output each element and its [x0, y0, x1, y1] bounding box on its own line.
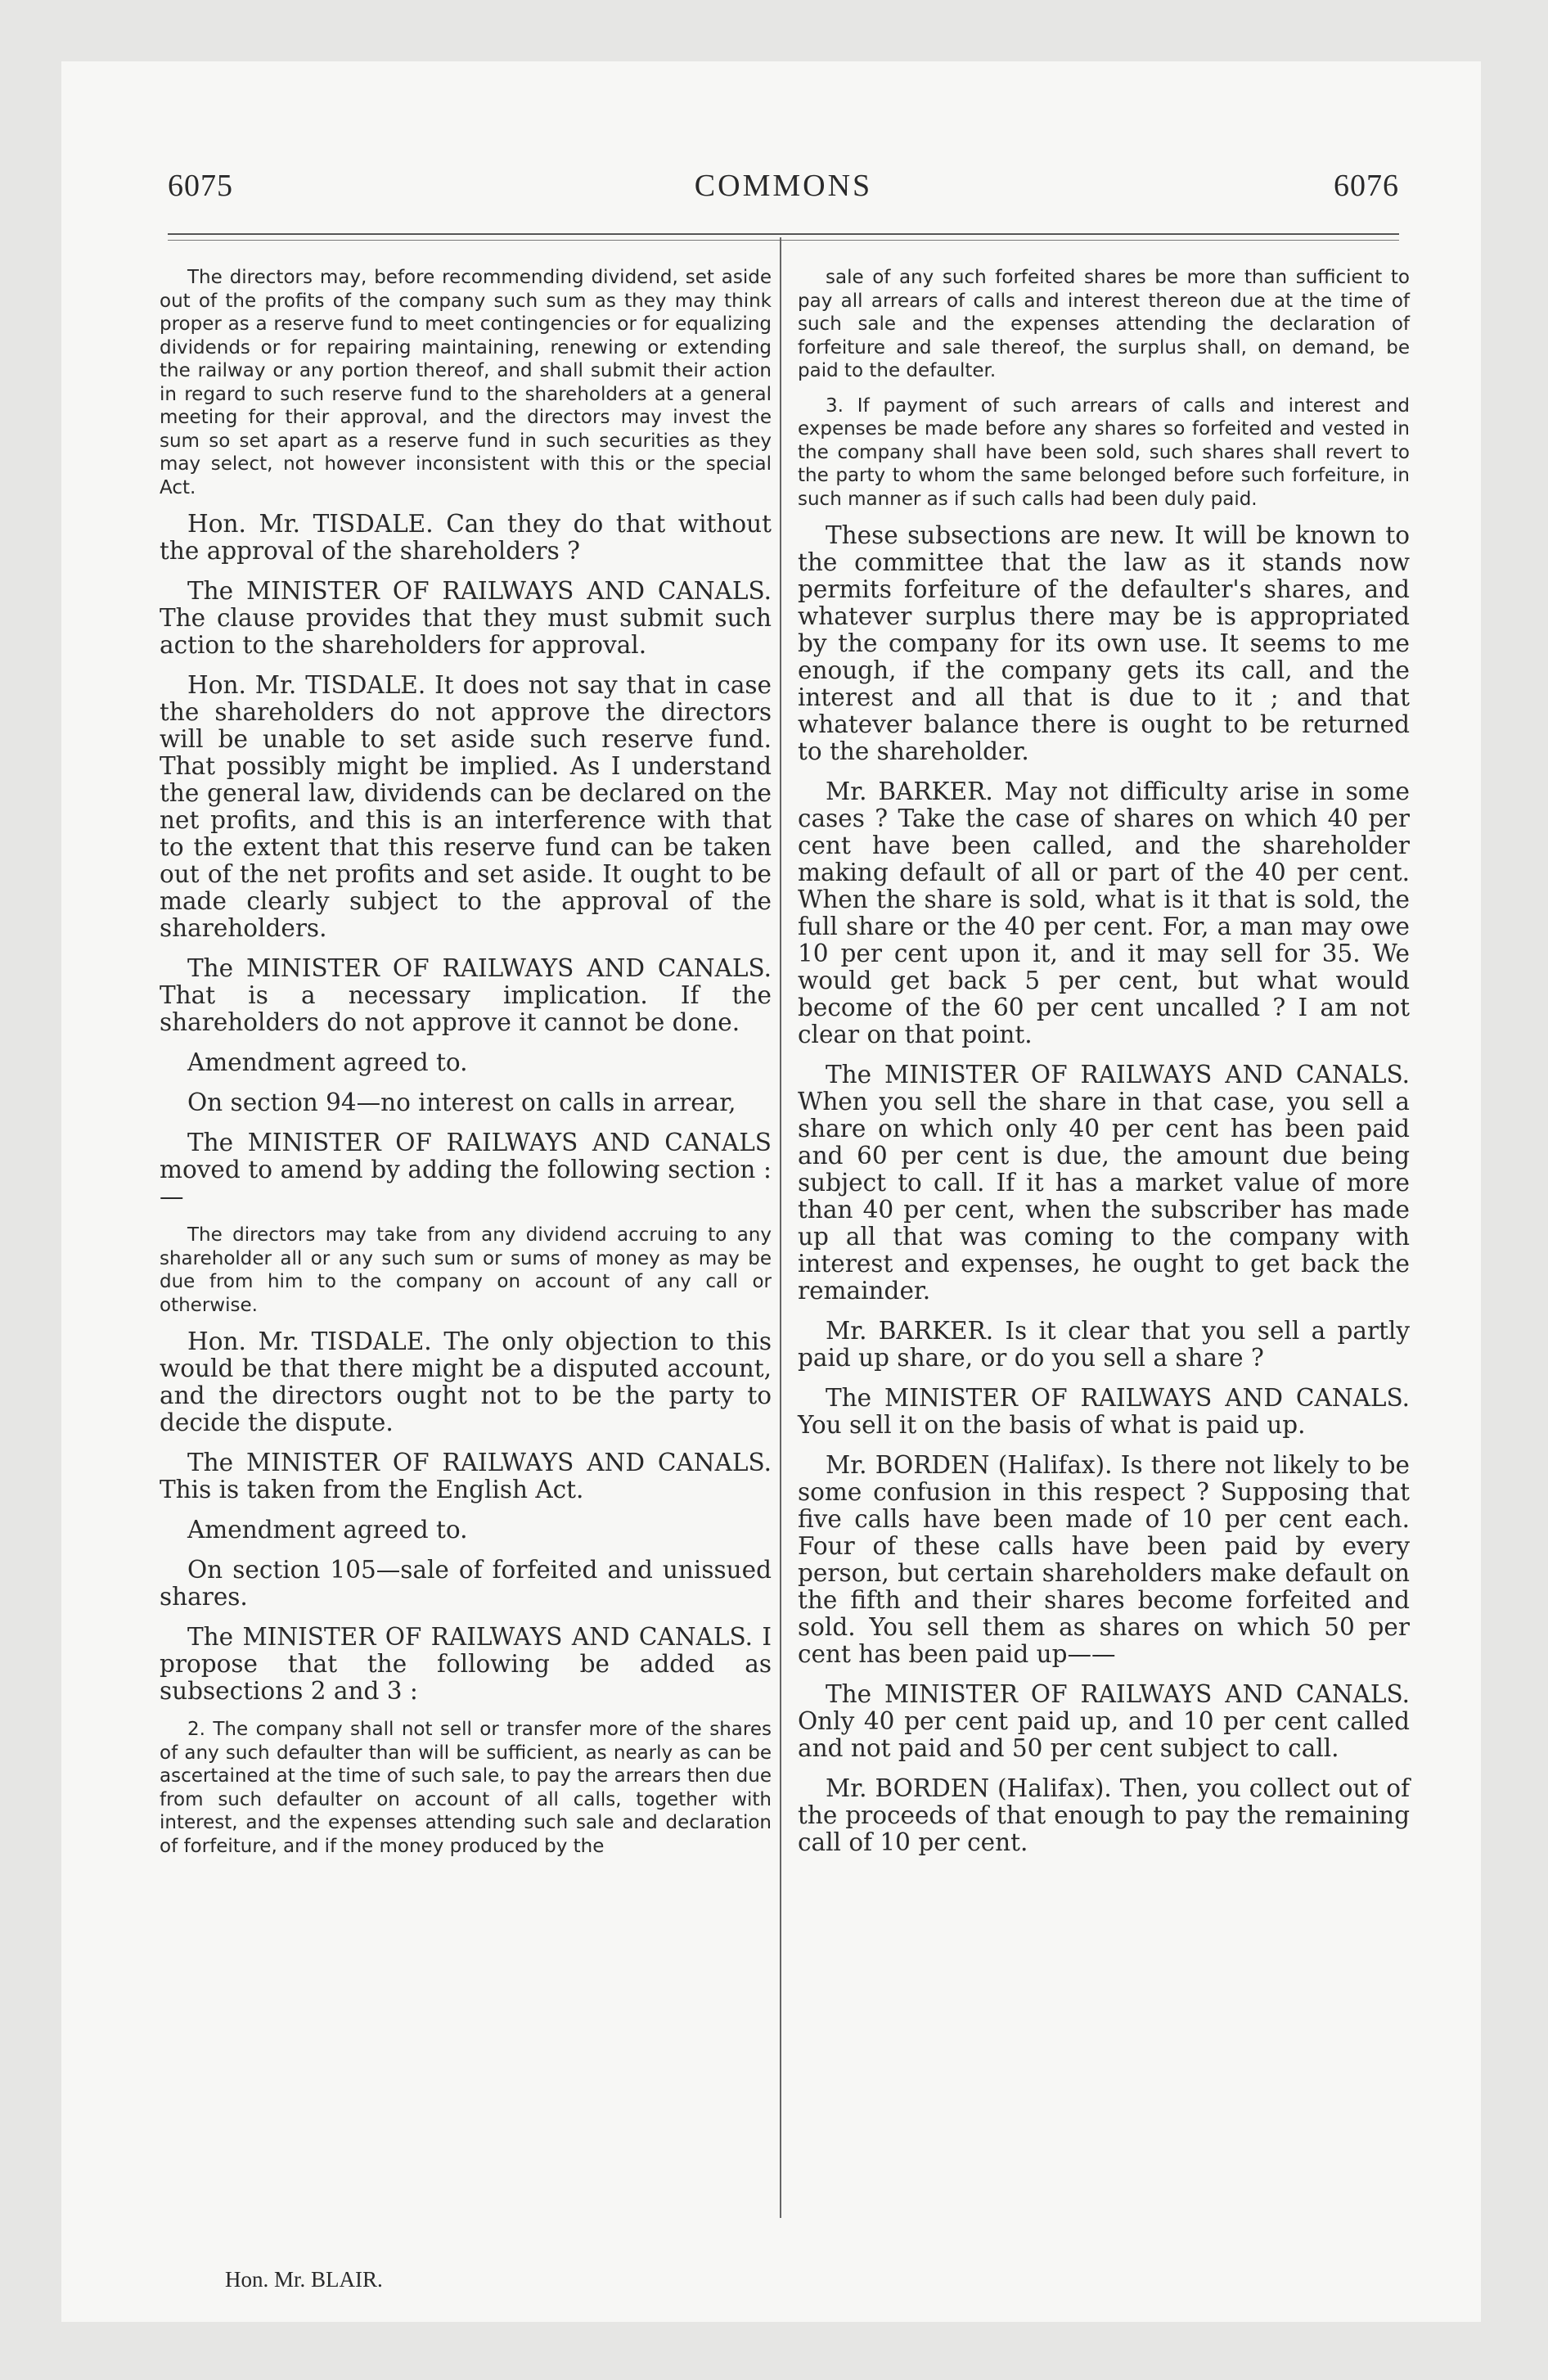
left-paragraph: The directors may, before recommending dividend, set aside out of the profits of the company such sum as they may think proper as a reserve fund to meet contingencies or for equalizing dividends or for repairing maintaining, renewing or extending the railway or any portion thereof, and shall submit their action in regard to such reserve fund to the shareholders at a general meeting for their approval, and the directors may invest the sum so set apart as a reserve fund in such securities as they may select, not however inconsistent with this or the special Act.: [160, 267, 772, 498]
left-paragraph: The MINISTER OF RAILWAYS AND CANALS moved to amend by adding the following section :—: [160, 1129, 772, 1210]
left-paragraph: The MINISTER OF RAILWAYS AND CANALS. This is taken from the English Act.: [160, 1449, 772, 1503]
right-paragraph: These subsections are new. It will be known to the committee that the law as it stands now permits forfeiture of the defaulter's shares, and whatever surplus there may be is appropriated by the company for its own use. It seems to me enough, if the company gets its call, and the interest and all that is due to it ; and that whatever balance there is ought to be returned to the shareholder.: [798, 521, 1410, 765]
left-paragraph: The MINISTER OF RAILWAYS AND CANALS. That is a necessary implication. If the shareholders do not approve it cannot be done.: [160, 954, 772, 1036]
right-paragraph: Mr. BORDEN (Halifax). Is there not likely to be some confusion in this respect ? Supposing that five calls have been made of 10 per cent each. Four of these calls have been paid by every person, but certain shareholders make default on the fifth and their shares become forfeited and sold. You sell them as shares on which 50 per cent has been paid up——: [798, 1451, 1410, 1668]
left-paragraph: On section 94—no interest on calls in arrear,: [187, 1089, 736, 1116]
right-paragraph: The MINISTER OF RAILWAYS AND CANALS. You sell it on the basis of what is paid up.: [798, 1384, 1410, 1439]
right-paragraph: Mr. BARKER. May not difficulty arise in some cases ? Take the case of shares on which 40 per cent have been called, and the shareholder making default of all or part of the 40 per cent. When the share is sold, what is it that is sold, the full share or the 40 per cent. For, a man may owe 10 per cent upon it, and it may sell for 35. We would get back 5 per cent, but what would become of the 60 per cent uncalled ? I am not clear on that point.: [798, 778, 1410, 1048]
left-paragraph: The directors may take from any dividend accruing to any shareholder all or any such sum or sums of money as may be due from him to the company on account of any call or otherwise.: [160, 1224, 772, 1316]
left-paragraph: On section 105—sale of forfeited and unissued shares.: [160, 1556, 772, 1611]
right-paragraph: Mr. BARKER. Is it clear that you sell a partly paid up share, or do you sell a share ?: [798, 1317, 1410, 1372]
left-paragraph: Amendment agreed to.: [187, 1516, 468, 1544]
page-number-left: 6075: [168, 169, 233, 203]
column-divider: [780, 237, 781, 2218]
left-paragraph: Amendment agreed to.: [187, 1048, 468, 1076]
page-title: COMMONS: [694, 169, 873, 203]
running-header: [168, 168, 1399, 217]
right-paragraph: Mr. BORDEN (Halifax). Then, you collect out of the proceeds of that enough to pay the remaining call of 10 per cent.: [798, 1774, 1410, 1856]
right-column: [798, 266, 1410, 1869]
page: [61, 61, 1481, 2322]
header-rule: [168, 233, 1399, 235]
page-number-right: 6076: [1334, 169, 1399, 203]
footer-speaker: Hon. Mr. BLAIR.: [225, 2267, 383, 2292]
header-rule-thin: [168, 240, 1399, 241]
left-paragraph: The MINISTER OF RAILWAYS AND CANALS. The clause provides that they must submit such action to the shareholders for approval.: [160, 577, 772, 659]
right-paragraph: 3. If payment of such arrears of calls and interest and expenses be made before any shares so forfeited and vested in the company shall have been sold, such shares shall revert to the party to whom the same belonged before such forfeiture, in such manner as if such calls had been duly paid.: [798, 394, 1410, 510]
left-paragraph: Hon. Mr. TISDALE. The only objection to this would be that there might be a disputed account, and the directors ought not to be the party to decide the dispute.: [160, 1327, 772, 1436]
right-paragraph: The MINISTER OF RAILWAYS AND CANALS. When you sell the share in that case, you sell a share on which only 40 per cent has been paid and 60 per cent is due, the amount due being subject to call. If it has a market value of more than 40 per cent, when the subscriber has made up all that was coming to the company with interest and expenses, he ought to get back the remainder.: [798, 1061, 1410, 1305]
left-paragraph: The MINISTER OF RAILWAYS AND CANALS. I propose that the following be added as subsections 2 and 3 :: [160, 1623, 772, 1705]
left-column: [160, 266, 772, 1869]
left-paragraph: 2. The company shall not sell or transfer more of the shares of any such defaulter than will be sufficient, as nearly as can be ascertained at the time of such sale, to pay the arrears then due from such defaulter on account of all calls, together with interest, and the expenses attending such sale and declaration of forfeiture, and if the money produced by the: [160, 1719, 772, 1857]
right-paragraph: The MINISTER OF RAILWAYS AND CANALS. Only 40 per cent paid up, and 10 per cent called and not paid and 50 per cent subject to call.: [798, 1680, 1410, 1762]
right-paragraph: sale of any such forfeited shares be more than sufficient to pay all arrears of calls and interest thereon due at the time of such sale and the expenses attending the declaration of forfeiture and sale thereof, the surplus shall, on demand, be paid to the defaulter.: [798, 267, 1410, 381]
left-paragraph: Hon. Mr. TISDALE. Can they do that without the approval of the shareholders ?: [160, 510, 772, 565]
left-paragraph: Hon. Mr. TISDALE. It does not say that in case the shareholders do not approve the directors will be unable to set aside such reserve fund. That possibly might be implied. As I understand the general law, dividends can be declared on the net profits, and this is an interference with that to the extent that this reserve fund can be taken out of the net profits and set aside. It ought to be made clearly subject to the approval of the shareholders.: [160, 671, 772, 942]
